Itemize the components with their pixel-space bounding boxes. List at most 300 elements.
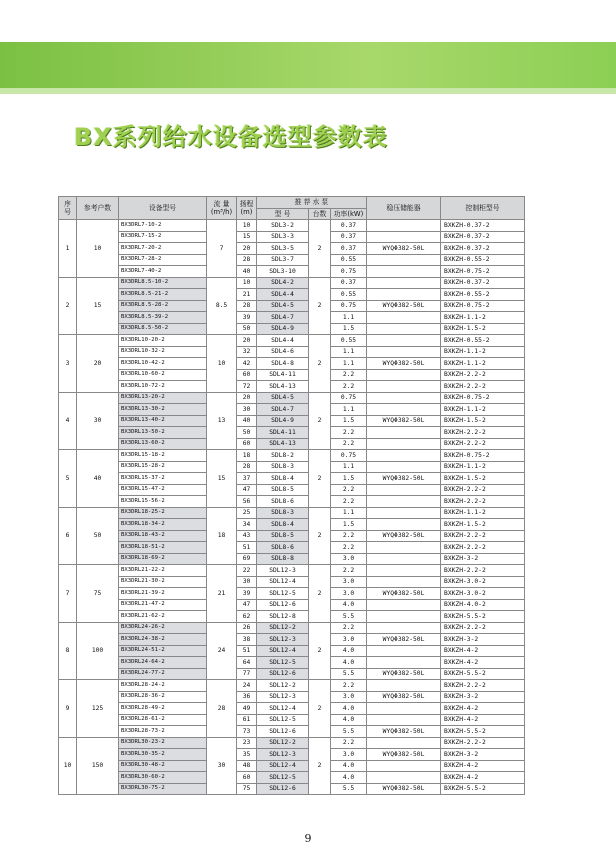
- cell-tank: [367, 737, 441, 749]
- cell-model: BX3DRL8.5-21-2: [119, 289, 207, 301]
- table-row: [59, 461, 525, 473]
- table-row: [59, 300, 525, 312]
- cell-seq: 6: [59, 507, 77, 565]
- cell-cabinet: BXKZH-3.0-2: [441, 576, 525, 588]
- cell-pump-model: SDL4-9: [257, 415, 309, 427]
- cell-pump-power: 0.37: [331, 220, 367, 232]
- cell-seq: 5: [59, 450, 77, 508]
- cell-tank: [367, 576, 441, 588]
- table-row: [59, 231, 525, 243]
- cell-pump-model: SDL12-3: [257, 634, 309, 646]
- cell-cabinet: BXKZH-1.1-2: [441, 404, 525, 416]
- cell-model: BX3DRL28-73-2: [119, 726, 207, 738]
- cell-tank: WYQΦ382-50L: [367, 634, 441, 646]
- cell-pump-power: 1.1: [331, 358, 367, 370]
- cell-flow: 8.5: [207, 277, 237, 335]
- cell-households: 20: [77, 335, 119, 393]
- cell-model: BX3DRL21-22-2: [119, 565, 207, 577]
- cell-cabinet: BXKZH-4.0-2: [441, 599, 525, 611]
- cell-pump-power: 4.0: [331, 714, 367, 726]
- cell-pump-model: SDL8-5: [257, 530, 309, 542]
- table-row: [59, 611, 525, 623]
- table-row: [59, 783, 525, 795]
- table-row: [59, 772, 525, 784]
- cell-seq: 4: [59, 392, 77, 450]
- cell-cabinet: BXKZH-3-2: [441, 691, 525, 703]
- cell-model: BX3DRL24-26-2: [119, 622, 207, 634]
- cell-cabinet: BXKZH-2.2-2: [441, 622, 525, 634]
- table-row: [59, 553, 525, 565]
- cell-head: 20: [237, 335, 257, 347]
- cell-model: BX3DRL18-51-2: [119, 542, 207, 554]
- cell-head: 15: [237, 231, 257, 243]
- cell-model: BX3DRL10-42-2: [119, 358, 207, 370]
- cell-model: BX3DRL21-39-2: [119, 588, 207, 600]
- cell-tank: [367, 220, 441, 232]
- cell-pump-power: 3.0: [331, 634, 367, 646]
- cell-tank: [367, 404, 441, 416]
- cell-cabinet: BXKZH-0.37-2: [441, 277, 525, 289]
- cell-cabinet: BXKZH-0.75-2: [441, 300, 525, 312]
- cell-pump-model: SDL12-3: [257, 691, 309, 703]
- cell-cabinet: BXKZH-2.2-2: [441, 381, 525, 393]
- header-band-stripe: [0, 88, 616, 94]
- cell-model: BX3DRL21-62-2: [119, 611, 207, 623]
- cell-model: BX3DRL30-23-2: [119, 737, 207, 749]
- cell-tank: [367, 680, 441, 692]
- header-band: [0, 42, 616, 88]
- cell-head: 26: [237, 622, 257, 634]
- cell-head: 43: [237, 530, 257, 542]
- cell-pump-power: 0.55: [331, 254, 367, 266]
- cell-model: BX3DRL10-32-2: [119, 346, 207, 358]
- cell-tank: [367, 438, 441, 450]
- cell-pump-count: 2: [309, 392, 331, 450]
- cell-tank: [367, 542, 441, 554]
- cell-model: BX3DRL8.5-28-2: [119, 300, 207, 312]
- cell-head: 48: [237, 760, 257, 772]
- cell-cabinet: BXKZH-0.37-2: [441, 231, 525, 243]
- cell-seq: 9: [59, 680, 77, 738]
- cell-cabinet: BXKZH-5.5-2: [441, 783, 525, 795]
- cell-head: 28: [237, 300, 257, 312]
- cell-head: 30: [237, 404, 257, 416]
- header-head: 扬程 (m): [237, 197, 257, 220]
- cell-head: 39: [237, 312, 257, 324]
- cell-pump-power: 3.0: [331, 749, 367, 761]
- cell-pump-power: 5.5: [331, 668, 367, 680]
- cell-head: 21: [237, 289, 257, 301]
- cell-cabinet: BXKZH-1.1-2: [441, 507, 525, 519]
- cell-seq: 2: [59, 277, 77, 335]
- cell-pump-power: 1.1: [331, 404, 367, 416]
- cell-head: 39: [237, 588, 257, 600]
- cell-flow: 18: [207, 507, 237, 565]
- table-row: [59, 335, 525, 347]
- cell-cabinet: BXKZH-0.75-2: [441, 392, 525, 404]
- cell-tank: WYQΦ382-50L: [367, 726, 441, 738]
- cell-tank: WYQΦ382-50L: [367, 530, 441, 542]
- cell-model: BX3DRL28-61-2: [119, 714, 207, 726]
- cell-pump-power: 0.75: [331, 450, 367, 462]
- cell-model: BX3DRL28-36-2: [119, 691, 207, 703]
- cell-pump-power: 2.2: [331, 530, 367, 542]
- cell-pump-power: 1.5: [331, 415, 367, 427]
- cell-head: 56: [237, 496, 257, 508]
- cell-cabinet: BXKZH-4-2: [441, 760, 525, 772]
- cell-pump-power: 4.0: [331, 657, 367, 669]
- cell-pump-power: 0.75: [331, 266, 367, 278]
- table-row: [59, 622, 525, 634]
- header-pump-power: 功率(kW): [331, 208, 367, 220]
- table-row: [59, 450, 525, 462]
- cell-households: 40: [77, 450, 119, 508]
- cell-head: 60: [237, 369, 257, 381]
- cell-tank: [367, 277, 441, 289]
- cell-pump-model: SDL4-13: [257, 381, 309, 393]
- table-row: [59, 576, 525, 588]
- page-number: 9: [304, 832, 312, 845]
- cell-pump-count: 2: [309, 335, 331, 393]
- cell-model: BX3DRL13-30-2: [119, 404, 207, 416]
- table-row: [59, 714, 525, 726]
- table-row: [59, 519, 525, 531]
- cell-cabinet: BXKZH-1.5-2: [441, 473, 525, 485]
- cell-cabinet: BXKZH-5.5-2: [441, 668, 525, 680]
- cell-pump-power: 1.1: [331, 461, 367, 473]
- cell-pump-model: SDL12-5: [257, 714, 309, 726]
- cell-head: 60: [237, 438, 257, 450]
- table-row: [59, 381, 525, 393]
- cell-pump-model: SDL12-2: [257, 680, 309, 692]
- cell-pump-model: SDL12-4: [257, 576, 309, 588]
- cell-head: 49: [237, 703, 257, 715]
- cell-head: 32: [237, 346, 257, 358]
- cell-cabinet: BXKZH-3-2: [441, 553, 525, 565]
- cell-cabinet: BXKZH-0.55-2: [441, 335, 525, 347]
- cell-pump-model: SDL4-4: [257, 289, 309, 301]
- table-row: [59, 588, 525, 600]
- cell-pump-model: SDL4-4: [257, 335, 309, 347]
- cell-model: BX3DRL7-10-2: [119, 220, 207, 232]
- cell-head: 61: [237, 714, 257, 726]
- cell-cabinet: BXKZH-1.5-2: [441, 323, 525, 335]
- cell-pump-power: 0.37: [331, 277, 367, 289]
- cell-tank: WYQΦ382-50L: [367, 243, 441, 255]
- cell-head: 62: [237, 611, 257, 623]
- cell-pump-model: SDL8-4: [257, 473, 309, 485]
- cell-pump-power: 1.1: [331, 346, 367, 358]
- cell-cabinet: BXKZH-2.2-2: [441, 438, 525, 450]
- cell-cabinet: BXKZH-1.1-2: [441, 358, 525, 370]
- cell-tank: WYQΦ382-50L: [367, 358, 441, 370]
- cell-tank: [367, 461, 441, 473]
- cell-households: 75: [77, 565, 119, 623]
- table-row: [59, 737, 525, 749]
- table-row: [59, 220, 525, 232]
- cell-head: 77: [237, 668, 257, 680]
- cell-head: 47: [237, 599, 257, 611]
- table-row: [59, 542, 525, 554]
- cell-pump-power: 2.2: [331, 496, 367, 508]
- cell-head: 69: [237, 553, 257, 565]
- cell-pump-model: SDL4-5: [257, 300, 309, 312]
- cell-pump-model: SDL8-2: [257, 450, 309, 462]
- header-pump-count: 台数: [309, 208, 331, 220]
- cell-cabinet: BXKZH-0.75-2: [441, 266, 525, 278]
- cell-model: BX3DRL21-30-2: [119, 576, 207, 588]
- cell-tank: [367, 496, 441, 508]
- cell-cabinet: BXKZH-3.0-2: [441, 588, 525, 600]
- cell-pump-model: SDL4-13: [257, 438, 309, 450]
- cell-model: BX3DRL21-47-2: [119, 599, 207, 611]
- cell-pump-model: SDL3-5: [257, 243, 309, 255]
- cell-pump-model: SDL12-4: [257, 645, 309, 657]
- cell-households: 100: [77, 622, 119, 680]
- cell-pump-model: SDL4-7: [257, 404, 309, 416]
- cell-head: 64: [237, 657, 257, 669]
- header-flow: 流 量 (m³/h): [207, 197, 237, 220]
- cell-tank: [367, 323, 441, 335]
- table-row: [59, 645, 525, 657]
- cell-head: 42: [237, 358, 257, 370]
- cell-model: BX3DRL30-60-2: [119, 772, 207, 784]
- cell-pump-count: 2: [309, 622, 331, 680]
- cell-head: 38: [237, 634, 257, 646]
- header-tank: 稳压储能器: [367, 197, 441, 220]
- table-row: [59, 599, 525, 611]
- cell-head: 60: [237, 772, 257, 784]
- cell-flow: 15: [207, 450, 237, 508]
- table-row: [59, 473, 525, 485]
- cell-pump-power: 1.5: [331, 473, 367, 485]
- table-row: [59, 680, 525, 692]
- cell-cabinet: BXKZH-2.2-2: [441, 496, 525, 508]
- cell-pump-model: SDL12-5: [257, 657, 309, 669]
- cell-tank: [367, 703, 441, 715]
- cell-pump-model: SDL8-5: [257, 484, 309, 496]
- cell-tank: [367, 599, 441, 611]
- cell-tank: [367, 346, 441, 358]
- cell-head: 28: [237, 461, 257, 473]
- cell-seq: 7: [59, 565, 77, 623]
- cell-model: BX3DRL7-40-2: [119, 266, 207, 278]
- cell-flow: 28: [207, 680, 237, 738]
- cell-cabinet: BXKZH-2.2-2: [441, 427, 525, 439]
- cell-pump-model: SDL4-6: [257, 346, 309, 358]
- cell-pump-model: SDL4-8: [257, 358, 309, 370]
- cell-cabinet: BXKZH-1.1-2: [441, 346, 525, 358]
- table-row: [59, 496, 525, 508]
- cell-cabinet: BXKZH-2.2-2: [441, 565, 525, 577]
- cell-pump-model: SDL12-4: [257, 760, 309, 772]
- cell-cabinet: BXKZH-4-2: [441, 772, 525, 784]
- cell-tank: [367, 289, 441, 301]
- cell-model: BX3DRL30-48-2: [119, 760, 207, 772]
- table-row: [59, 358, 525, 370]
- cell-tank: [367, 760, 441, 772]
- cell-cabinet: BXKZH-2.2-2: [441, 530, 525, 542]
- cell-pump-model: SDL8-4: [257, 519, 309, 531]
- table-row: [59, 438, 525, 450]
- table-row: [59, 415, 525, 427]
- cell-head: 20: [237, 392, 257, 404]
- cell-cabinet: BXKZH-0.55-2: [441, 289, 525, 301]
- cell-head: 51: [237, 645, 257, 657]
- cell-model: BX3DRL30-75-2: [119, 783, 207, 795]
- header-pump-group: 推 荐 水 泵: [257, 197, 367, 209]
- cell-households: 50: [77, 507, 119, 565]
- cell-pump-count: 2: [309, 450, 331, 508]
- cell-head: 40: [237, 266, 257, 278]
- cell-model: BX3DRL8.5-39-2: [119, 312, 207, 324]
- cell-pump-count: 2: [309, 565, 331, 623]
- cell-cabinet: BXKZH-2.2-2: [441, 542, 525, 554]
- cell-model: BX3DRL8.5-50-2: [119, 323, 207, 335]
- cell-cabinet: BXKZH-0.37-2: [441, 243, 525, 255]
- cell-pump-power: 1.5: [331, 519, 367, 531]
- page-title: BX系列给水设备选型参数表: [74, 123, 388, 151]
- cell-head: 25: [237, 507, 257, 519]
- table-row: [59, 289, 525, 301]
- cell-head: 10: [237, 220, 257, 232]
- cell-head: 40: [237, 415, 257, 427]
- cell-seq: 8: [59, 622, 77, 680]
- cell-flow: 24: [207, 622, 237, 680]
- table-row: [59, 427, 525, 439]
- cell-head: 23: [237, 737, 257, 749]
- cell-model: BX3DRL7-20-2: [119, 243, 207, 255]
- cell-tank: [367, 645, 441, 657]
- cell-cabinet: BXKZH-5.5-2: [441, 726, 525, 738]
- cell-tank: [367, 622, 441, 634]
- cell-pump-model: SDL8-3: [257, 461, 309, 473]
- cell-pump-model: SDL12-2: [257, 737, 309, 749]
- table-row: [59, 749, 525, 761]
- cell-pump-power: 2.2: [331, 680, 367, 692]
- cell-pump-power: 4.0: [331, 599, 367, 611]
- cell-head: 51: [237, 542, 257, 554]
- header-seq: 序 号: [59, 197, 77, 220]
- cell-pump-model: SDL4-2: [257, 277, 309, 289]
- cell-cabinet: BXKZH-2.2-2: [441, 369, 525, 381]
- spec-table-wrapper: [58, 196, 524, 795]
- table-row: [59, 404, 525, 416]
- cell-pump-model: SDL12-6: [257, 668, 309, 680]
- cell-pump-model: SDL8-6: [257, 496, 309, 508]
- cell-cabinet: BXKZH-2.2-2: [441, 484, 525, 496]
- cell-cabinet: BXKZH-4-2: [441, 714, 525, 726]
- cell-pump-model: SDL12-5: [257, 772, 309, 784]
- cell-tank: [367, 484, 441, 496]
- cell-cabinet: BXKZH-2.2-2: [441, 737, 525, 749]
- cell-head: 35: [237, 749, 257, 761]
- cell-model: BX3DRL28-49-2: [119, 703, 207, 715]
- cell-cabinet: BXKZH-3-2: [441, 749, 525, 761]
- cell-pump-model: SDL12-5: [257, 588, 309, 600]
- cell-tank: [367, 254, 441, 266]
- table-row: [59, 369, 525, 381]
- cell-flow: 7: [207, 220, 237, 278]
- cell-model: BX3DRL13-50-2: [119, 427, 207, 439]
- cell-pump-power: 5.5: [331, 611, 367, 623]
- table-row: [59, 254, 525, 266]
- cell-model: BX3DRL13-40-2: [119, 415, 207, 427]
- cell-model: BX3DRL8.5-10-2: [119, 277, 207, 289]
- cell-model: BX3DRL24-77-2: [119, 668, 207, 680]
- cell-model: BX3DRL28-24-2: [119, 680, 207, 692]
- cell-pump-model: SDL4-5: [257, 392, 309, 404]
- cell-pump-power: 4.0: [331, 703, 367, 715]
- table-row: [59, 703, 525, 715]
- cell-tank: [367, 657, 441, 669]
- cell-seq: 1: [59, 220, 77, 278]
- cell-pump-model: SDL8-3: [257, 507, 309, 519]
- cell-tank: [367, 553, 441, 565]
- cell-cabinet: BXKZH-1.1-2: [441, 461, 525, 473]
- spec-table: [58, 196, 525, 795]
- cell-tank: WYQΦ382-50L: [367, 415, 441, 427]
- cell-head: 37: [237, 473, 257, 485]
- cell-pump-model: SDL12-2: [257, 622, 309, 634]
- cell-pump-power: 0.37: [331, 231, 367, 243]
- cell-head: 73: [237, 726, 257, 738]
- cell-cabinet: BXKZH-3-2: [441, 634, 525, 646]
- cell-pump-power: 2.2: [331, 381, 367, 393]
- table-row: [59, 312, 525, 324]
- cell-head: 75: [237, 783, 257, 795]
- cell-seq: 10: [59, 737, 77, 795]
- cell-tank: [367, 335, 441, 347]
- cell-cabinet: BXKZH-1.1-2: [441, 312, 525, 324]
- cell-model: BX3DRL18-43-2: [119, 530, 207, 542]
- cell-head: 18: [237, 450, 257, 462]
- cell-pump-model: SDL12-6: [257, 599, 309, 611]
- cell-households: 15: [77, 277, 119, 335]
- cell-pump-power: 2.2: [331, 622, 367, 634]
- cell-cabinet: BXKZH-0.37-2: [441, 220, 525, 232]
- cell-pump-power: 2.2: [331, 542, 367, 554]
- cell-tank: [367, 714, 441, 726]
- cell-model: BX3DRL15-18-2: [119, 450, 207, 462]
- cell-flow: 13: [207, 392, 237, 450]
- cell-pump-model: SDL12-8: [257, 611, 309, 623]
- cell-pump-power: 4.0: [331, 645, 367, 657]
- cell-pump-power: 1.1: [331, 312, 367, 324]
- cell-model: BX3DRL7-15-2: [119, 231, 207, 243]
- cell-pump-model: SDL12-3: [257, 565, 309, 577]
- cell-head: 28: [237, 254, 257, 266]
- cell-pump-power: 4.0: [331, 772, 367, 784]
- cell-pump-power: 0.55: [331, 289, 367, 301]
- cell-households: 10: [77, 220, 119, 278]
- table-row: [59, 346, 525, 358]
- cell-tank: [367, 611, 441, 623]
- cell-cabinet: BXKZH-0.75-2: [441, 450, 525, 462]
- cell-tank: [367, 381, 441, 393]
- cell-head: 34: [237, 519, 257, 531]
- table-row: [59, 266, 525, 278]
- cell-pump-power: 2.2: [331, 565, 367, 577]
- spec-table-body: [59, 220, 525, 795]
- cell-tank: [367, 231, 441, 243]
- table-row: [59, 277, 525, 289]
- cell-pump-model: SDL12-6: [257, 783, 309, 795]
- header-pump-model: 型 号: [257, 208, 309, 220]
- cell-tank: WYQΦ382-50L: [367, 783, 441, 795]
- cell-pump-power: 3.0: [331, 576, 367, 588]
- cell-model: BX3DRL30-35-2: [119, 749, 207, 761]
